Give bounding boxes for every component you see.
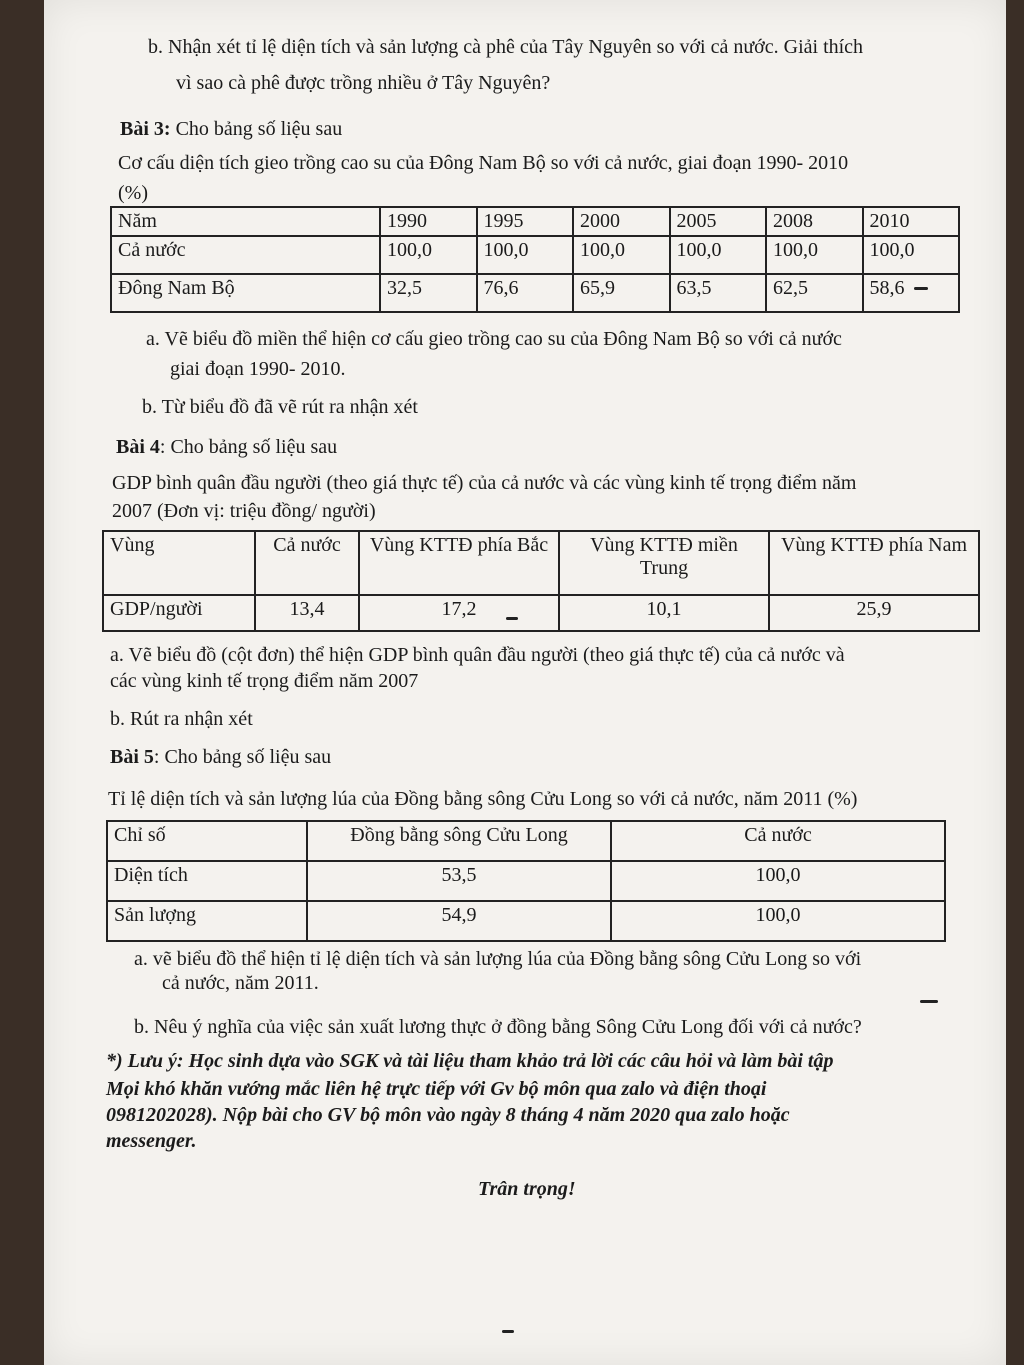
table-cell: Cả nước bbox=[111, 236, 380, 274]
note-line1: *) Lưu ý: Học sinh dựa vào SGK và tài liệu tham khảo trả lời các câu hỏi và làm bài tập bbox=[106, 1050, 834, 1072]
table-cell: 54,9 bbox=[307, 901, 611, 941]
bai5-heading-text: : Cho bảng số liệu sau bbox=[153, 746, 332, 768]
bai5-table bbox=[106, 820, 946, 942]
table-cell: 25,9 bbox=[769, 595, 979, 631]
pen-mark bbox=[920, 1000, 938, 1003]
bai3-heading bbox=[120, 116, 342, 142]
bai5-caption: Tỉ lệ diện tích và sản lượng lúa của Đồng bằng sông Cửu Long so với cả nước, năm 2011 (%) bbox=[108, 788, 858, 810]
table-cell: 2010 bbox=[863, 207, 960, 236]
table-cell: Đông Nam Bộ bbox=[111, 274, 380, 312]
table-cell: 17,2 bbox=[359, 595, 559, 631]
table-row bbox=[103, 595, 979, 631]
table-cell: 100,0 bbox=[477, 236, 574, 274]
table-cell: 62,5 bbox=[766, 274, 863, 312]
pen-mark bbox=[506, 617, 518, 620]
pen-mark bbox=[914, 287, 928, 290]
table-cell: 1995 bbox=[477, 207, 574, 236]
table-cell: 100,0 bbox=[611, 861, 945, 901]
bai5-question-b: b. Nêu ý nghĩa của việc sản xuất lương thực ở đồng bằng Sông Cửu Long đối với cả nước? bbox=[134, 1016, 862, 1038]
table-cell: 63,5 bbox=[670, 274, 767, 312]
table-cell: Diện tích bbox=[107, 861, 307, 901]
bai4-heading bbox=[116, 434, 337, 460]
table-cell: 2008 bbox=[766, 207, 863, 236]
table-cell: 100,0 bbox=[670, 236, 767, 274]
table-row bbox=[111, 207, 959, 236]
question-b-line1: b. Nhận xét tỉ lệ diện tích và sản lượng cà phê của Tây Nguyên so với cả nước. Giải thích bbox=[148, 36, 864, 58]
closing-text: Trân trọng! bbox=[478, 1178, 576, 1200]
pen-mark bbox=[502, 1330, 514, 1333]
bai4-heading-text: : Cho bảng số liệu sau bbox=[159, 436, 338, 458]
table-row bbox=[107, 821, 945, 861]
bai4-table bbox=[102, 530, 980, 632]
table-cell: Cả nước bbox=[611, 821, 945, 861]
table-cell: 2000 bbox=[573, 207, 670, 236]
bai3-heading-text: Cho bảng số liệu sau bbox=[170, 118, 343, 140]
table-cell: 13,4 bbox=[255, 595, 359, 631]
table-cell: 2005 bbox=[670, 207, 767, 236]
bai5-question-a-line2: cả nước, năm 2011. bbox=[162, 972, 319, 994]
table-cell: Sản lượng bbox=[107, 901, 307, 941]
bai3-question-a-line2: giai đoạn 1990- 2010. bbox=[170, 358, 346, 380]
table-cell: 100,0 bbox=[863, 236, 960, 274]
table-cell: 100,0 bbox=[573, 236, 670, 274]
bai5-question-a-line1: a. vẽ biểu đồ thể hiện tỉ lệ diện tích và sản lượng lúa của Đồng bằng sông Cửu Long so với bbox=[134, 948, 862, 970]
table-cell: 65,9 bbox=[573, 274, 670, 312]
table-row bbox=[111, 274, 959, 312]
table-cell: 10,1 bbox=[559, 595, 769, 631]
note-line2: Mọi khó khăn vướng mắc liên hệ trực tiếp với Gv bộ môn qua zalo và điện thoại bbox=[106, 1078, 767, 1100]
bai4-label: Bài 4 bbox=[116, 436, 160, 458]
question-b-line2: vì sao cà phê được trồng nhiều ở Tây Nguyên? bbox=[176, 72, 551, 94]
table-cell: Đồng bằng sông Cửu Long bbox=[307, 821, 611, 861]
table-row bbox=[111, 236, 959, 274]
bai3-question-b: b. Từ biểu đồ đã vẽ rút ra nhận xét bbox=[142, 396, 418, 418]
bai4-caption-line1: GDP bình quân đầu người (theo giá thực tế) của cả nước và các vùng kinh tế trọng điểm năm bbox=[112, 472, 857, 494]
table-cell: 76,6 bbox=[477, 274, 574, 312]
table-cell: Vùng bbox=[103, 531, 255, 595]
bai5-heading bbox=[110, 744, 331, 770]
table-cell: 32,5 bbox=[380, 274, 477, 312]
table-row bbox=[103, 531, 979, 595]
note-line3: 0981202028). Nộp bài cho GV bộ môn vào ngày 8 tháng 4 năm 2020 qua zalo hoặc bbox=[106, 1104, 790, 1126]
table-cell: Vùng KTTĐ phía Bắc bbox=[359, 531, 559, 595]
table-cell: 58,6 bbox=[863, 274, 960, 312]
bai3-caption-line2: (%) bbox=[118, 182, 148, 204]
table-cell: 100,0 bbox=[766, 236, 863, 274]
table-cell: 100,0 bbox=[611, 901, 945, 941]
bai3-label: Bài 3: bbox=[120, 118, 171, 140]
table-cell: Vùng KTTĐ phía Nam bbox=[769, 531, 979, 595]
note-line4: messenger. bbox=[106, 1130, 197, 1152]
table-cell: 100,0 bbox=[380, 236, 477, 274]
table-cell: Cả nước bbox=[255, 531, 359, 595]
bai4-question-a-line2: các vùng kinh tế trọng điểm năm 2007 bbox=[110, 670, 419, 692]
bai4-question-b: b. Rút ra nhận xét bbox=[110, 708, 253, 730]
bai4-caption-line2: 2007 (Đơn vị: triệu đồng/ người) bbox=[112, 500, 376, 522]
table-cell: GDP/người bbox=[103, 595, 255, 631]
bai5-label: Bài 5 bbox=[110, 746, 154, 768]
bai3-caption-line1: Cơ cấu diện tích gieo trồng cao su của Đông Nam Bộ so với cả nước, giai đoạn 1990- 2010 bbox=[118, 152, 849, 174]
table-cell: Chỉ số bbox=[107, 821, 307, 861]
bai3-question-a-line1: a. Vẽ biểu đồ miền thể hiện cơ cấu gieo trồng cao su của Đông Nam Bộ so với cả nước bbox=[146, 328, 842, 350]
bai3-table bbox=[110, 206, 960, 313]
table-row bbox=[107, 901, 945, 941]
table-cell: Năm bbox=[111, 207, 380, 236]
table-cell: 1990 bbox=[380, 207, 477, 236]
table-cell: 53,5 bbox=[307, 861, 611, 901]
table-cell: Vùng KTTĐ miền Trung bbox=[559, 531, 769, 595]
bai4-question-a-line1: a. Vẽ biểu đồ (cột đơn) thể hiện GDP bình quân đầu người (theo giá thực tế) của cả nước và bbox=[110, 644, 845, 666]
table-row bbox=[107, 861, 945, 901]
